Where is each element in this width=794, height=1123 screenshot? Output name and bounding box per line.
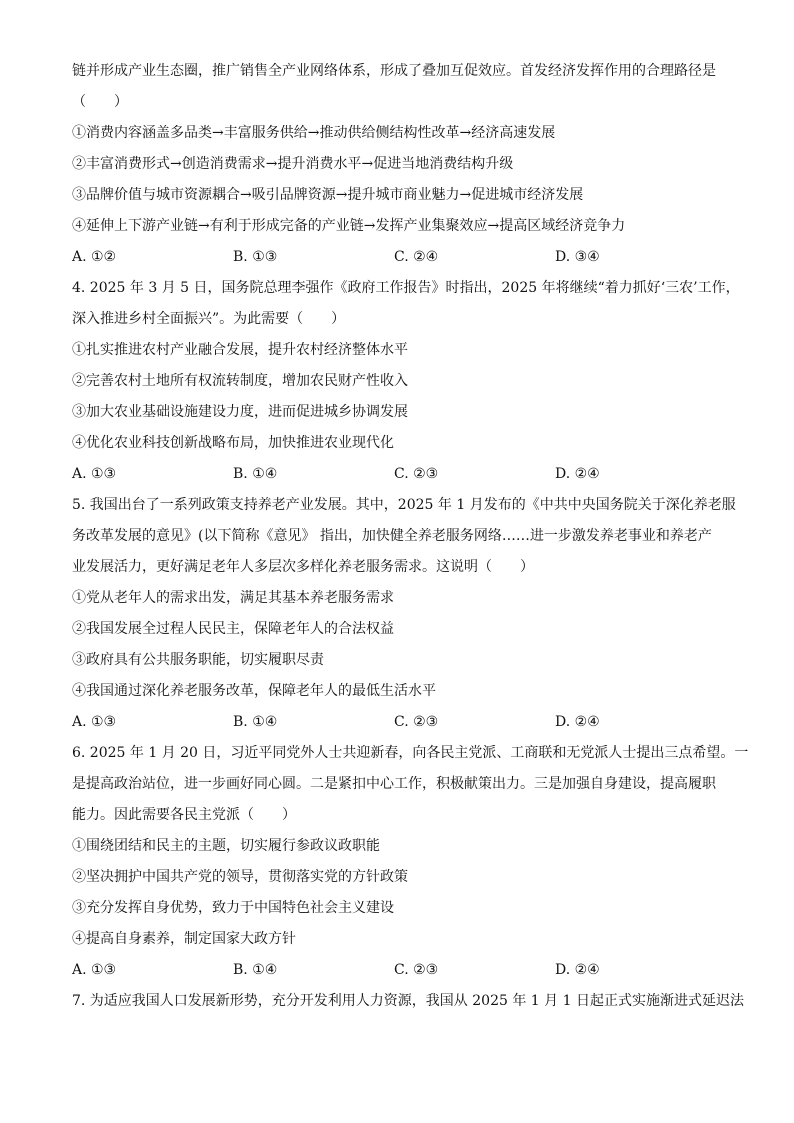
choice-b[interactable]: B. ①③ xyxy=(233,249,278,265)
question-6-option-4: ④提高自身素养，制定国家大政方针 xyxy=(72,931,296,947)
choice-c[interactable]: C. ②④ xyxy=(394,249,439,265)
choice-b[interactable]: B. ①④ xyxy=(233,962,278,978)
question-4-option-1: ①扎实推进农村产业融合发展，提升农村经济整体水平 xyxy=(72,342,408,358)
question-6-option-3: ③充分发挥自身优势，致力于中国特色社会主义建设 xyxy=(72,900,394,916)
choice-c[interactable]: C. ②③ xyxy=(394,962,439,978)
question-3-answer-paren: （ ） xyxy=(72,94,128,110)
question-3-option-3: ③品牌价值与城市资源耦合→吸引品牌资源→提升城市商业魅力→促进城市经济发展 xyxy=(72,187,584,203)
question-7 xyxy=(72,992,744,1010)
choice-d[interactable]: D. ②④ xyxy=(555,962,600,978)
question-5-option-1: ①党从老年人的需求出发，满足其基本养老服务需求 xyxy=(72,590,394,606)
choice-a[interactable]: A. ①③ xyxy=(72,466,117,482)
question-6-stem-line-3: 能力。因此需要各民主党派（ ） xyxy=(72,807,296,823)
choice-a[interactable]: A. ①③ xyxy=(72,714,117,730)
question-3-stem: 链并形成产业生态圈，推广销售全产业网络体系，形成了叠加互促效应。首发经济发挥作用的合理路径是 xyxy=(72,63,716,79)
question-5-option-2: ②我国发展全过程人民民主，保障老年人的合法权益 xyxy=(72,621,394,637)
question-3-option-4: ④延伸上下游产业链→有利于形成完备的产业链→发挥产业集聚效应→提高区域经济竞争力 xyxy=(72,218,626,234)
choice-d[interactable]: D. ②④ xyxy=(555,714,600,730)
question-3 xyxy=(72,62,724,266)
choice-b[interactable]: B. ①④ xyxy=(233,714,278,730)
choice-b[interactable]: B. ①④ xyxy=(233,466,278,482)
question-4-option-4: ④优化农业科技创新战略布局，加快推进农业现代化 xyxy=(72,435,394,451)
question-3-choices xyxy=(72,248,724,266)
question-6-option-1: ①围绕团结和民主的主题，切实履行参政议政职能 xyxy=(72,838,380,854)
question-4-stem-line-2: 深入推进乡村全面振兴”。为此需要（ ） xyxy=(72,311,346,327)
question-3-option-2: ②丰富消费形式→创造消费需求→提升消费水平→促进当地消费结构升级 xyxy=(72,156,514,172)
question-6-choices xyxy=(72,961,724,979)
question-5-stem-line-2: 务改革发展的意见》(以下简称《意见》 指出，加快健全养老服务网络……进一步激发养老事业和养老产 xyxy=(72,528,712,544)
question-6-option-2: ②坚决拥护中国共产党的领导，贯彻落实党的方针政策 xyxy=(72,869,408,885)
question-4-choices xyxy=(72,465,724,483)
question-5-option-4: ④我国通过深化养老服务改革，保障老年人的最低生活水平 xyxy=(72,683,436,699)
choice-a[interactable]: A. ①② xyxy=(72,249,117,265)
question-5-option-3: ③政府具有公共服务职能，切实履职尽责 xyxy=(72,652,324,668)
question-5-choices xyxy=(72,713,724,731)
question-4-stem-line-1: 4. 2025 年 3 月 5 日，国务院总理李强作《政府工作报告》时指出，2025 年将继续“着力抓好‘三农’工作， xyxy=(72,280,740,296)
question-4-option-2: ②完善农村土地所有权流转制度，增加农民财产性收入 xyxy=(72,373,408,389)
choice-c[interactable]: C. ②③ xyxy=(394,466,439,482)
exam-page xyxy=(72,62,749,1023)
choice-a[interactable]: A. ①③ xyxy=(72,962,117,978)
choice-d[interactable]: D. ③④ xyxy=(555,249,600,265)
question-6 xyxy=(72,744,749,979)
choice-d[interactable]: D. ②④ xyxy=(555,466,600,482)
question-5-stem-line-1: 5. 我国出台了一系列政策支持养老产业发展。其中，2025 年 1 月发布的《中共中央国务院关于深化养老服 xyxy=(72,497,736,513)
question-5-stem-line-3: 业发展活力，更好满足老年人多层次多样化养老服务需求。这说明（ ） xyxy=(72,559,534,575)
question-4 xyxy=(72,279,740,483)
question-4-option-3: ③加大农业基础设施建设力度，进而促进城乡协调发展 xyxy=(72,404,408,420)
question-3-option-1: ①消费内容涵盖多品类→丰富服务供给→推动供给侧结构性改革→经济高速发展 xyxy=(72,125,556,141)
choice-c[interactable]: C. ②③ xyxy=(394,714,439,730)
question-5 xyxy=(72,496,736,731)
question-7-stem-line-1: 7. 为适应我国人口发展新形势，充分开发利用人力资源，我国从 2025 年 1 月 1 日起正式实施渐进式延迟法 xyxy=(72,993,744,1009)
question-6-stem-line-1: 6. 2025 年 1 月 20 日，习近平同党外人士共迎新春，向各民主党派、工商联和无党派人士提出三点希望。一 xyxy=(72,745,749,761)
question-6-stem-line-2: 是提高政治站位，进一步画好同心圆。二是紧扣中心工作，积极献策出力。三是加强自身建设，提高履职 xyxy=(72,776,716,792)
